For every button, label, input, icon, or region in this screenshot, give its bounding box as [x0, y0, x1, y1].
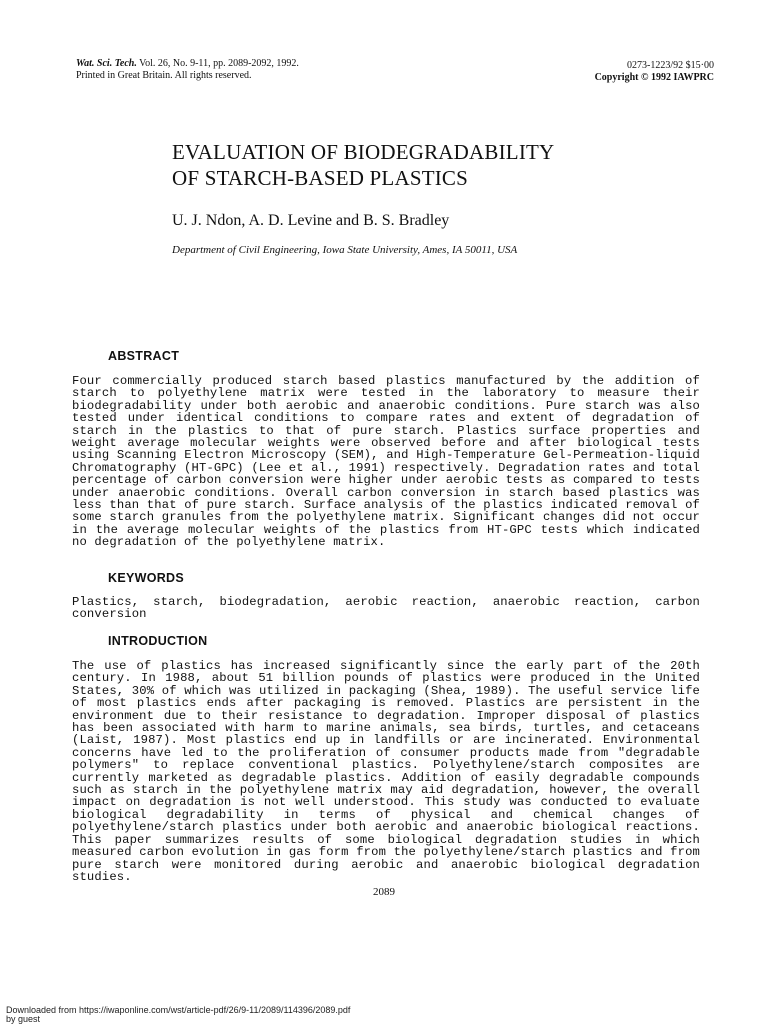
title-line-1: EVALUATION OF BIODEGRADABILITY: [172, 140, 555, 164]
download-source-link[interactable]: Downloaded from https://iwaponline.com/wst/article-pdf/26/9-11/2089/114396/2089.pdf: [6, 1005, 351, 1015]
introduction-text: The use of plastics has increased significantly since the early part of the 20th century. In 1988, about 51 billion pounds of plastics were produced in the United States, 30% of which was utilized in packaging (Shea, 1989). The useful service life of most plastics ends after packaging is removed. Plastics are persistent in the environment due to their resistance to degradation. Improper disposal of plastics has been associated with harm to marine animals, sea birds, turtles, and cetaceans (Laist, 1987). Most plastics end up in landfills or are incinerated. Environmental concerns have led to the proliferation of consumer products made from "degradable polymers" to replace conventional plastics. Polyethylene/starch composites are currently marketed as degradable plastics. Addition of easily degradable compounds such as starch in the polyethylene matrix may aid degradation, however, the overall impact on degradation is not well understood. This study was conducted to evaluate biological degradability in terms of physical and chemical changes of polyethylene/starch plastics under both aerobic and anaerobic biological reactions. This paper summarizes results of some biological degradation studies in which measured carbon evolution in gas form from the polyethylene/starch plastics and from pure starch were monitored during aerobic and anaerobic biological degradation studies.: [72, 659, 700, 884]
copyright-notice: Copyright © 1992 IAWPRC: [594, 72, 714, 83]
download-footer: [6, 1006, 350, 1024]
page-number: 2089: [373, 886, 395, 898]
keywords-text: Plastics, starch, biodegradation, aerobic reaction, anaerobic reaction, carbon conversion: [72, 595, 700, 622]
authors: U. J. Ndon, A. D. Levine and B. S. Bradley: [172, 212, 450, 229]
journal-citation-line: [76, 58, 299, 70]
keywords-heading: KEYWORDS: [108, 571, 185, 585]
download-by: by guest: [6, 1014, 41, 1024]
issn-price: 0273-1223/92 $15·00: [627, 60, 714, 71]
introduction-heading: INTRODUCTION: [108, 634, 208, 648]
journal-name: Wat. Sci. Tech.: [76, 58, 137, 69]
journal-header: [76, 58, 299, 82]
abstract-text: Four commercially produced starch based plastics manufactured by the addition of starch to polyethylene matrix were tested in the laboratory to measure their biodegradability under both aerobic and anaerobic conditions. Pure starch was also tested under identical conditions to compare rates and extent of degradation of starch in the plastics to that of pure starch. Plastics surface properties and weight average molecular weights were observed before and after biological tests using Scanning Electron Microscopy (SEM), and High-Temperature Gel-Permeation-liquid Chromatography (HT-GPC) (Lee et al., 1991) respectively. Degradation rates and total percentage of carbon conversion were higher under aerobic tests as compared to tests under anaerobic conditions. Overall carbon conversion in starch based plastics was less than that of pure starch. Surface analysis of the plastics indicated removal of some starch granules from the polyethylene matrix. Significant changes did not occur in the average molecular weights of the plastics from HT-GPC tests which indicated no degradation of the polyethylene matrix.: [72, 374, 700, 550]
printed-notice: Printed in Great Britain. All rights reserved.: [76, 70, 252, 81]
abstract-heading: ABSTRACT: [108, 349, 180, 363]
paper-title: [172, 139, 692, 191]
affiliation: Department of Civil Engineering, Iowa State University, Ames, IA 50011, USA: [172, 244, 518, 256]
journal-citation: Vol. 26, No. 9-11, pp. 2089-2092, 1992.: [139, 58, 299, 69]
copyright-header: [595, 60, 714, 84]
title-line-2: OF STARCH-BASED PLASTICS: [172, 166, 469, 190]
